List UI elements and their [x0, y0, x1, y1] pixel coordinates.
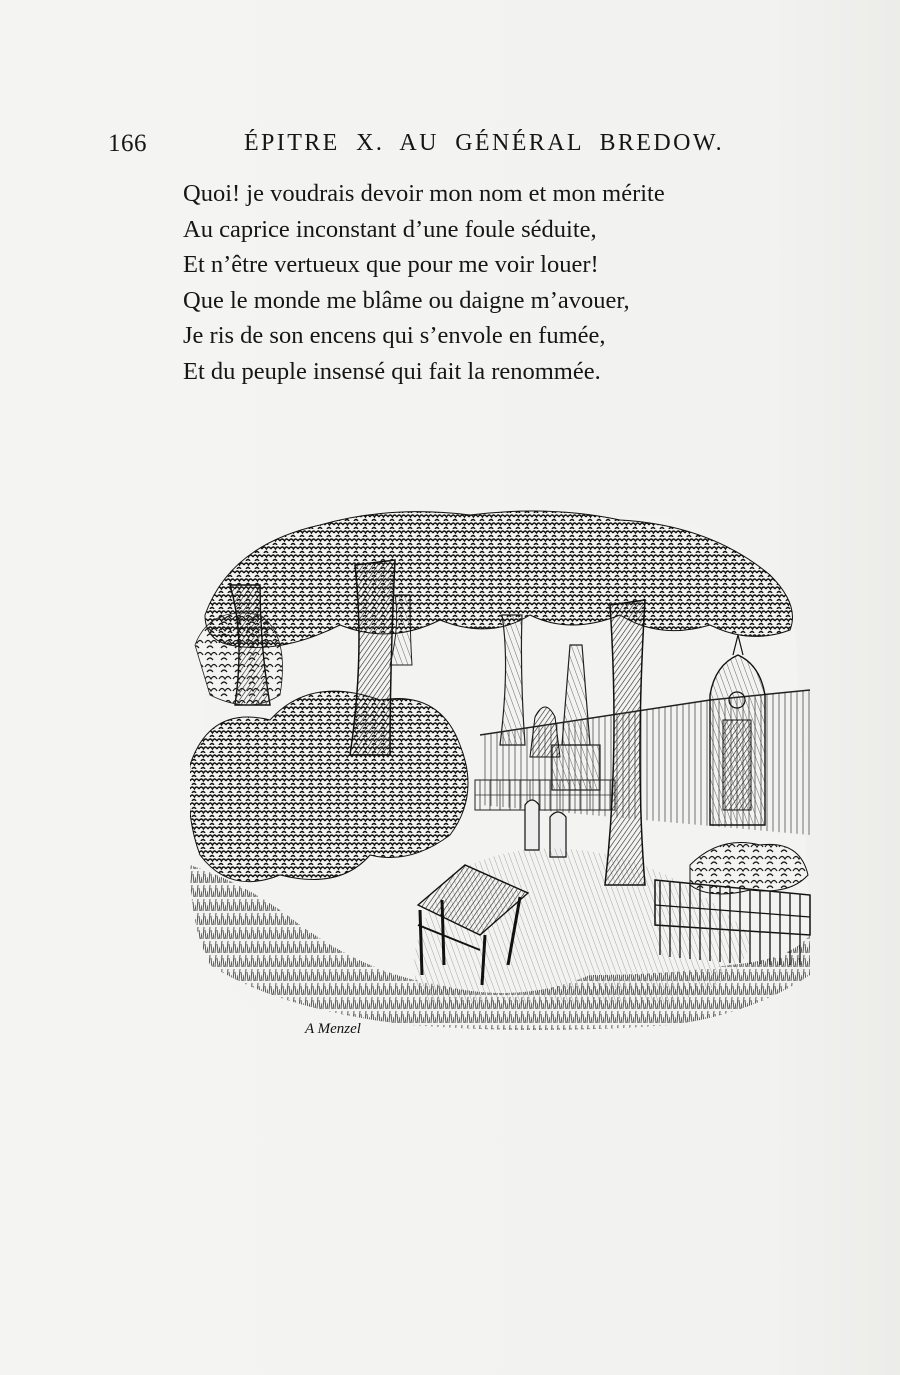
page-header: [0, 128, 900, 164]
churchyard-engraving: [190, 505, 815, 1045]
verse-line: Que le monde me blâme ou daigne m’avouer,: [183, 286, 630, 314]
poem-verse: [183, 176, 803, 389]
verse-line: Et n’être vertueux que pour me voir louer!: [183, 251, 599, 278]
page-number: 166: [108, 130, 147, 157]
running-title: ÉPITRE X. AU GÉNÉRAL BREDOW.: [244, 130, 725, 156]
verse-line: Quoi! je voudrais devoir mon nom et mon mérite: [183, 180, 665, 207]
artist-signature: A Menzel: [305, 1021, 361, 1037]
verse-line: Au caprice inconstant d’une foule séduite,: [183, 215, 597, 243]
verse-line: Et du peuple insensé qui fait la renommée.: [183, 357, 601, 385]
verse-line: Je ris de son encens qui s’envole en fumée,: [183, 322, 606, 349]
